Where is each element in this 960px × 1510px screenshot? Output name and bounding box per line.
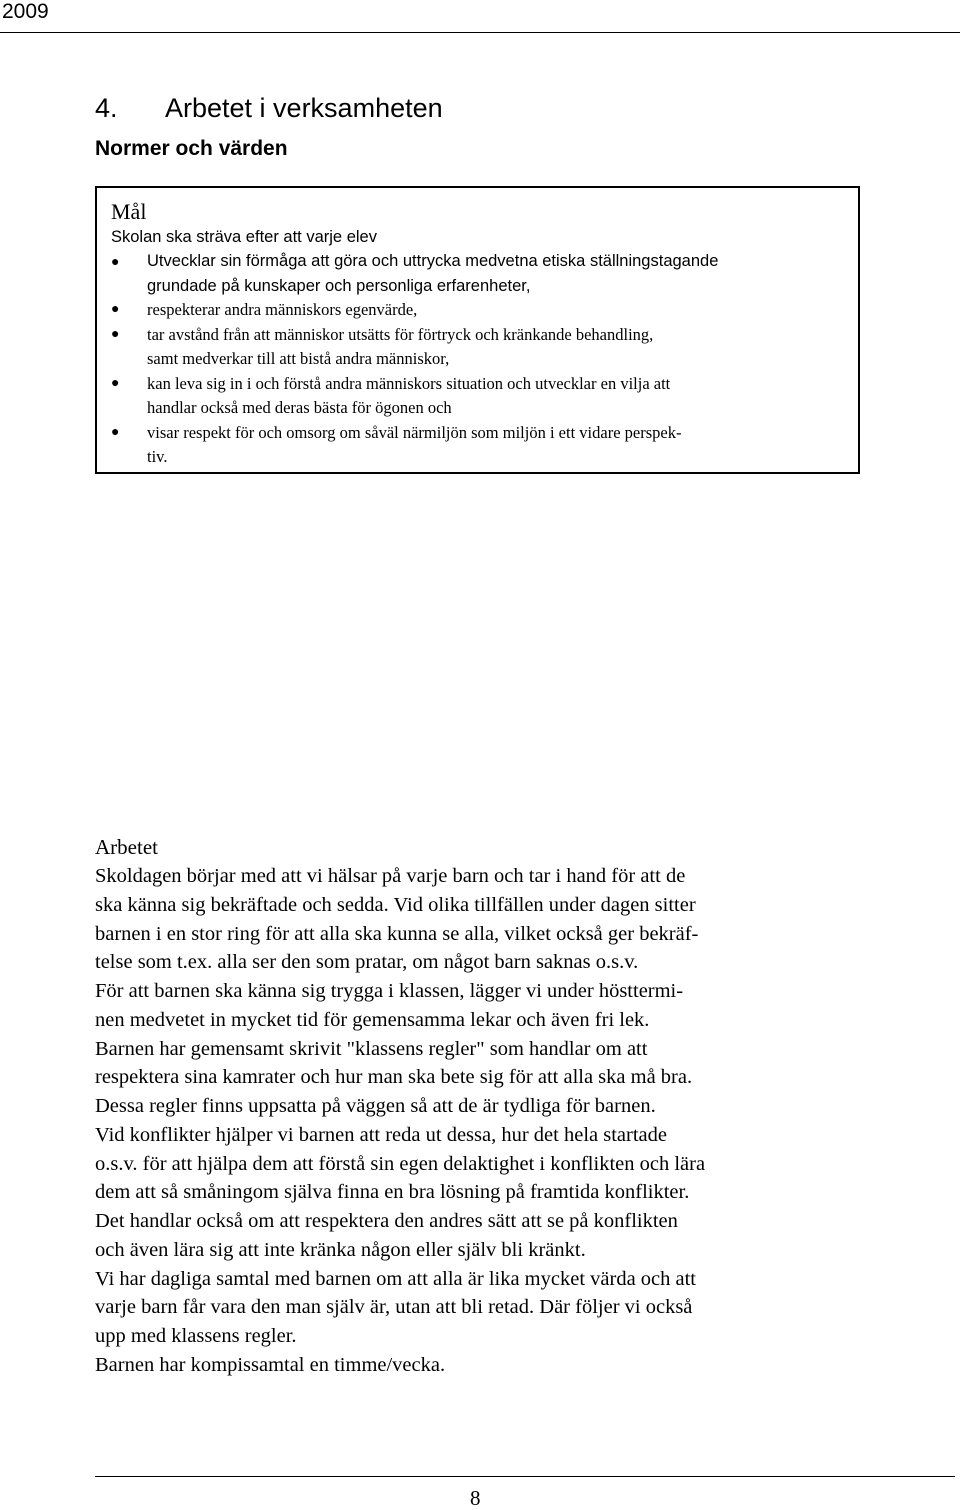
goals-intro: Skolan ska sträva efter att varje elev: [111, 228, 377, 246]
work-line: dem att så småningom själva finna en bra lösning på framtida konflikter.: [95, 1181, 690, 1204]
goal-item: [111, 421, 846, 470]
work-line: o.s.v. för att hjälpa dem att förstå sin egen delaktighet i konflikten och lära: [95, 1152, 706, 1175]
header-year: 2009: [2, 0, 49, 23]
work-line: barnen i en stor ring för att alla ska kunna se alla, vilket också ger bekräf-: [95, 922, 699, 945]
goal-item-line: Utvecklar sin förmåga att göra och uttrycka medvetna etiska ställningstagande: [147, 252, 719, 270]
work-line: telse som t.ex. alla ser den som pratar, om något barn saknas o.s.v.: [95, 951, 639, 974]
goal-item: [111, 372, 846, 421]
footer-divider: [95, 1476, 955, 1477]
goal-item: [111, 298, 846, 323]
chapter-number: 4.: [95, 93, 118, 123]
work-line: nen medvetet in mycket tid för gemensamma lekar och även fri lek.: [95, 1008, 650, 1031]
bullet-icon: ●: [111, 302, 120, 317]
goals-box: [95, 186, 860, 474]
work-line: Det handlar också om att respektera den andres sätt att se på konflikten: [95, 1210, 678, 1232]
goals-list: [111, 249, 846, 470]
work-line: Barnen har gemensamt skrivit "klassens regler" som handlar om att: [95, 1037, 648, 1060]
goal-item-line: tar avstånd från att människor utsätts för förtryck och kränkande behandling,: [147, 324, 654, 344]
goal-item-line: grundade på kunskaper och personliga erfarenheter,: [147, 276, 531, 295]
goal-item: [111, 249, 846, 298]
work-heading: Arbetet: [95, 835, 158, 859]
goal-item-line: samt medverkar till att bistå andra människor,: [147, 349, 450, 368]
work-body: [95, 862, 865, 1380]
goal-item: [111, 323, 846, 372]
page-number: 8: [470, 1486, 481, 1510]
chapter-title-text: Arbetet i verksamheten: [165, 93, 443, 123]
section-title: Normer och värden: [95, 137, 288, 160]
bullet-icon: ●: [111, 424, 120, 440]
work-line: ska känna sig bekräftade och sedda. Vid olika tillfällen under dagen sitter: [95, 893, 696, 916]
goal-item-line: respekterar andra människors egenvärde,: [147, 300, 418, 319]
goal-item-line: kan leva sig in i och förstå andra människors situation och utvecklar en vilja att: [147, 373, 671, 393]
goal-item-line: visar respekt för och omsorg om såväl närmiljön som miljön i ett vidare perspek-: [147, 422, 682, 442]
header-divider: [0, 32, 960, 33]
work-line: respektera sina kamrater och hur man ska bete sig för att alla ska må bra.: [95, 1066, 693, 1089]
goal-item-line: handlar också med deras bästa för ögonen och: [147, 398, 452, 417]
goal-item-line: tiv.: [147, 447, 168, 466]
goals-heading: Mål: [111, 199, 147, 224]
work-line: och även lära sig att inte kränka någon eller själv bli kränkt.: [95, 1238, 586, 1261]
work-line: upp med klassens regler.: [95, 1325, 297, 1347]
work-line: För att barnen ska känna sig trygga i klassen, lägger vi under hösttermi-: [95, 980, 684, 1002]
work-line: Skoldagen börjar med att vi hälsar på varje barn och tar i hand för att de: [95, 865, 686, 887]
bullet-icon: ●: [111, 253, 120, 269]
work-line: Barnen har kompissamtal en timme/vecka.: [95, 1353, 446, 1376]
work-line: Vi har dagliga samtal med barnen om att alla är lika mycket värda och att: [95, 1267, 697, 1290]
bullet-icon: ●: [111, 375, 120, 391]
bullet-icon: ●: [111, 326, 120, 342]
work-line: varje barn får vara den man själv är, utan att bli retad. Där följer vi också: [95, 1296, 693, 1319]
chapter-title: [95, 92, 443, 124]
work-line: Dessa regler finns uppsatta på väggen så att de är tydliga för barnen.: [95, 1095, 656, 1117]
work-line: Vid konflikter hjälper vi barnen att reda ut dessa, hur det hela startade: [95, 1123, 667, 1146]
